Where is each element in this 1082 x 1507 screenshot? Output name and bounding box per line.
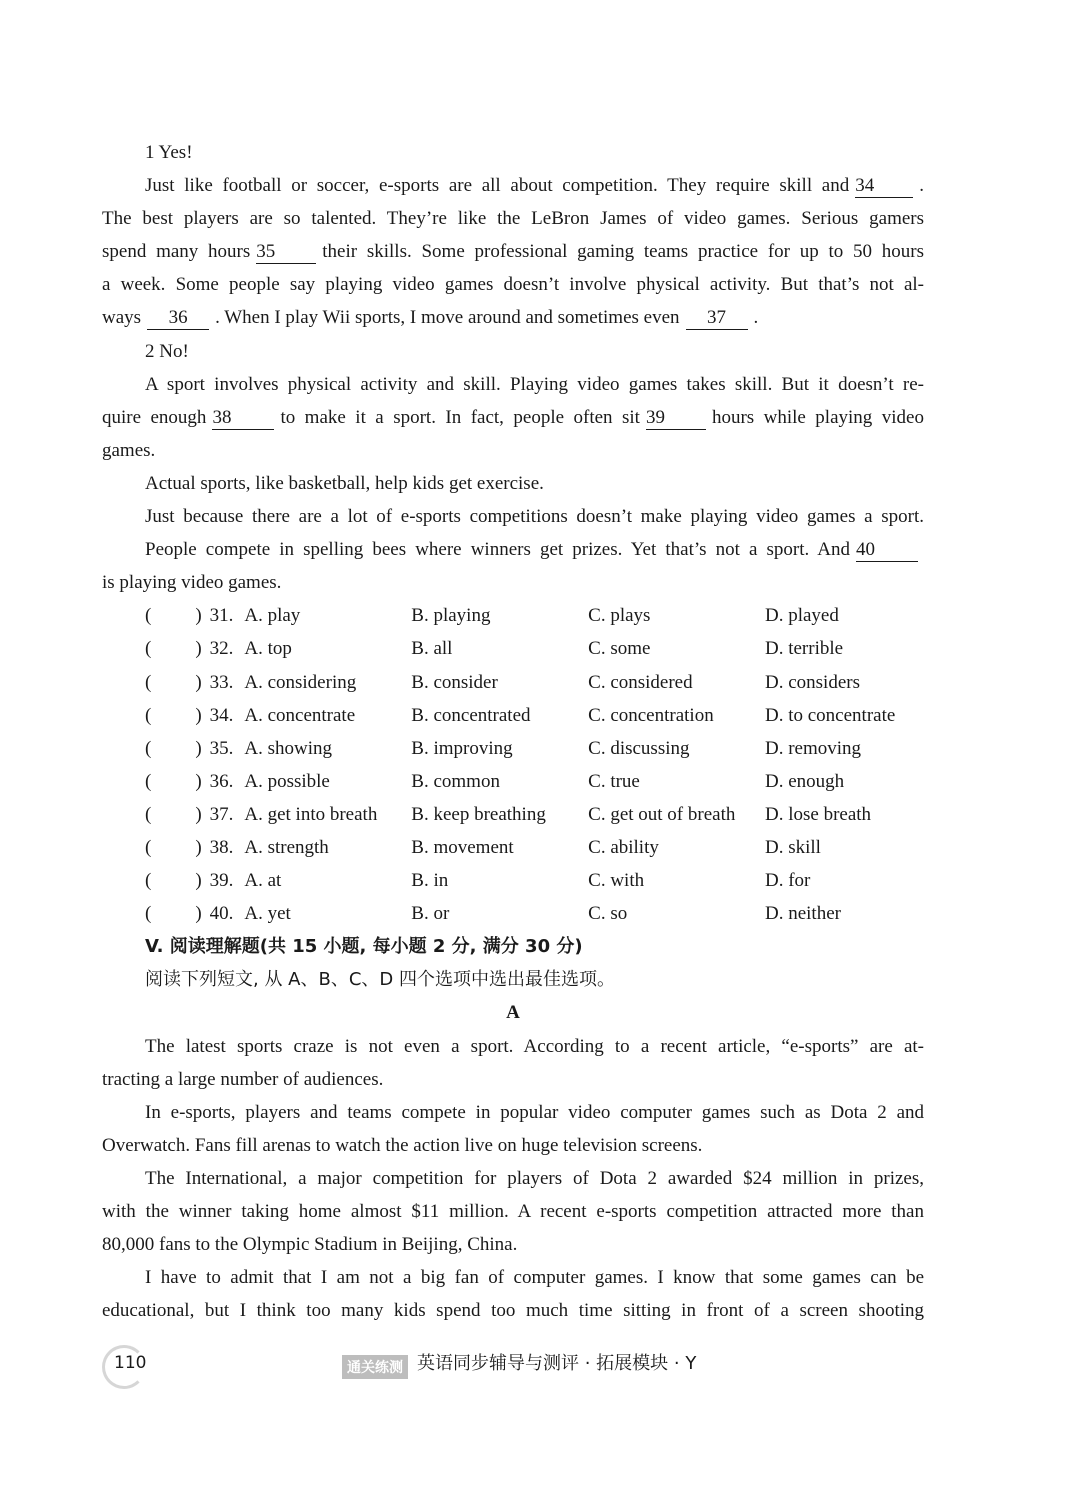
- option-row: [102, 864, 924, 897]
- reading-line: In e-sports, players and teams compete in popular video computer games such as Dota 2 and: [145, 1101, 924, 1123]
- text: their skills. Some professional gaming teams practice for up to 50 hours: [322, 241, 925, 263]
- paren-close: ): [195, 638, 202, 660]
- option-a: A. concentrate: [244, 704, 356, 726]
- reading-line: tracting a large number of audiences.: [102, 1068, 384, 1090]
- passage-line: [102, 401, 924, 434]
- option-b: B. keep breathing: [411, 803, 546, 825]
- option-c: C. ability: [588, 836, 659, 858]
- question-number: 36.: [209, 770, 234, 792]
- opinion2-heading: 2 No!: [145, 340, 189, 362]
- answer-paren[interactable]: [102, 831, 210, 864]
- option-row: [102, 798, 924, 831]
- answer-paren[interactable]: [102, 765, 210, 798]
- option-d: D. lose breath: [765, 803, 872, 825]
- option-c: C. true: [588, 770, 640, 792]
- paren-close: ): [195, 903, 202, 925]
- text: People compete in spelling bees where winners get prizes. Yet that’s not a sport. And: [145, 539, 850, 561]
- paren-open: (: [145, 870, 152, 892]
- passage-line: [102, 301, 812, 334]
- section-instruction: 阅读下列短文, 从 A、B、C、D 四个选项中选出最佳选项。: [145, 969, 615, 991]
- option-a: A. get into breath: [244, 803, 378, 825]
- option-a: A. strength: [244, 836, 329, 858]
- blank-38: 38: [212, 407, 274, 430]
- question-number: 31.: [209, 605, 234, 627]
- book-title: 英语同步辅导与测评 · 拓展模块 · Y: [417, 1353, 697, 1374]
- answer-paren[interactable]: [102, 699, 210, 732]
- option-a: A. possible: [244, 770, 330, 792]
- answer-paren[interactable]: [102, 732, 210, 765]
- page-number: 110: [114, 1353, 147, 1373]
- passage-line: A sport involves physical activity and skill. Playing video games takes skill. But it doesn’t re-: [145, 373, 924, 395]
- paren-close: ): [195, 605, 202, 627]
- option-a: A. yet: [244, 903, 291, 925]
- passage-line: [102, 533, 924, 566]
- passage-line: Just because there are a lot of e-sports competitions doesn’t make playing video games a sport.: [145, 506, 924, 528]
- text: .: [753, 307, 759, 329]
- option-b: B. or: [411, 903, 450, 925]
- opinion1-heading: 1 Yes!: [145, 142, 193, 163]
- option-row: [102, 599, 924, 632]
- paren-close: ): [195, 671, 202, 693]
- question-number: 32.: [209, 638, 234, 660]
- answer-paren[interactable]: [102, 666, 210, 699]
- text: Just like football or soccer, e-sports are all about competition. They require skill and: [145, 175, 850, 197]
- reading-line: 80,000 fans to the Olympic Stadium in Beijing, China.: [102, 1234, 518, 1256]
- option-d: D. considers: [765, 671, 860, 693]
- option-a: A. top: [244, 638, 292, 660]
- blank-35: 35: [256, 241, 316, 264]
- option-c: C. so: [588, 903, 628, 925]
- passage-line: Actual sports, like basketball, help kids get exercise.: [145, 472, 544, 494]
- paren-open: (: [145, 638, 152, 660]
- answer-paren[interactable]: [102, 599, 210, 632]
- options-list: [102, 599, 924, 930]
- reading-line: Overwatch. Fans fill arenas to watch the action live on huge television screens.: [102, 1134, 703, 1156]
- option-d: D. to concentrate: [765, 704, 896, 726]
- paren-open: (: [145, 704, 152, 726]
- question-number: 33.: [209, 671, 234, 693]
- option-c: C. some: [588, 638, 651, 660]
- paren-open: (: [145, 770, 152, 792]
- option-b: B. all: [411, 638, 453, 660]
- option-a: A. showing: [244, 737, 332, 759]
- option-row: [102, 699, 924, 732]
- option-row: [102, 831, 924, 864]
- paren-open: (: [145, 671, 152, 693]
- question-number: 35.: [209, 737, 234, 759]
- passage-label: A: [506, 1002, 520, 1024]
- text: to make it a sport. In fact, people often sit: [280, 406, 640, 428]
- paren-open: (: [145, 737, 152, 759]
- paren-close: ): [195, 870, 202, 892]
- passage-line: [102, 235, 924, 268]
- paren-open: (: [145, 903, 152, 925]
- passage-line: games.: [102, 439, 156, 461]
- option-a: A. play: [244, 605, 301, 627]
- option-a: A. considering: [244, 671, 357, 693]
- passage-line: is playing video games.: [102, 572, 282, 594]
- question-number: 38.: [209, 836, 234, 858]
- blank-34: 34: [855, 175, 913, 198]
- option-c: C. discussing: [588, 737, 690, 759]
- blank-40: 40: [856, 539, 918, 562]
- option-d: D. neither: [765, 903, 841, 925]
- paren-close: ): [195, 770, 202, 792]
- page-footer: [102, 1345, 924, 1405]
- question-number: 37.: [209, 803, 234, 825]
- passage-line: [102, 169, 924, 202]
- option-c: C. plays: [588, 605, 651, 627]
- option-b: B. movement: [411, 836, 514, 858]
- option-row: [102, 732, 924, 765]
- option-c: C. get out of breath: [588, 803, 736, 825]
- option-d: D. removing: [765, 737, 862, 759]
- paren-close: ): [195, 803, 202, 825]
- question-number: 40.: [209, 903, 234, 925]
- option-b: B. concentrated: [411, 704, 531, 726]
- reading-line: The International, a major competition for players of Dota 2 awarded $24 million in prizes,: [145, 1167, 924, 1189]
- reading-line: with the winner taking home almost $11 million. A recent e-sports competition attracted more than: [102, 1201, 924, 1222]
- option-c: C. concentration: [588, 704, 714, 726]
- option-row: [102, 666, 924, 699]
- option-b: B. common: [411, 770, 500, 792]
- section-title: V. 阅读理解题(共 15 小题, 每小题 2 分, 满分 30 分): [145, 936, 583, 958]
- option-row: [102, 632, 924, 665]
- text: . When I play Wii sports, I move around and sometimes even: [215, 307, 680, 329]
- passage-line: The best players are so talented. They’re like the LeBron James of video games. Serious gamers: [102, 208, 924, 230]
- answer-paren[interactable]: [102, 864, 210, 897]
- blank-36: 36: [147, 307, 209, 330]
- answer-paren[interactable]: [102, 897, 210, 930]
- option-row: [102, 765, 924, 798]
- option-b: B. playing: [411, 605, 491, 627]
- paren-open: (: [145, 803, 152, 825]
- question-number: 39.: [209, 870, 234, 892]
- question-number: 34.: [209, 704, 234, 726]
- reading-line: I have to admit that I am not a big fan of computer games. I know that some games can be: [145, 1267, 924, 1289]
- option-d: D. terrible: [765, 638, 844, 660]
- reading-line: educational, but I think too many kids spend too much time sitting in front of a screen shooting: [102, 1300, 924, 1322]
- paren-close: ): [195, 704, 202, 726]
- paren-close: ): [195, 737, 202, 759]
- option-c: C. with: [588, 870, 645, 892]
- paren-open: (: [145, 605, 152, 627]
- option-c: C. considered: [588, 671, 693, 693]
- option-d: D. played: [765, 605, 839, 627]
- reading-line: The latest sports craze is not even a sport. According to a recent article, “e-sports” are at-: [145, 1035, 924, 1057]
- text: hours while playing video: [711, 406, 924, 428]
- text: quire enough: [102, 406, 207, 428]
- answer-paren[interactable]: [102, 798, 210, 831]
- brand-logo: 通关练测: [342, 1355, 408, 1379]
- paren-open: (: [145, 836, 152, 858]
- text: spend many hours: [102, 241, 251, 263]
- option-a: A. at: [244, 870, 282, 892]
- option-d: D. skill: [765, 836, 821, 858]
- text: ways: [102, 307, 142, 329]
- option-b: B. consider: [411, 671, 498, 693]
- option-b: B. improving: [411, 737, 513, 759]
- text: .: [919, 175, 924, 197]
- paren-close: ): [195, 836, 202, 858]
- option-d: D. enough: [765, 770, 845, 792]
- blank-37: 37: [686, 307, 748, 330]
- option-d: D. for: [765, 870, 811, 892]
- answer-paren[interactable]: [102, 632, 210, 665]
- option-row: [102, 897, 924, 930]
- option-b: B. in: [411, 870, 449, 892]
- passage-line: a week. Some people say playing video games doesn’t involve physical activity. But that’s not al-: [102, 274, 924, 296]
- page-content: [102, 136, 924, 1327]
- blank-39: 39: [646, 407, 706, 430]
